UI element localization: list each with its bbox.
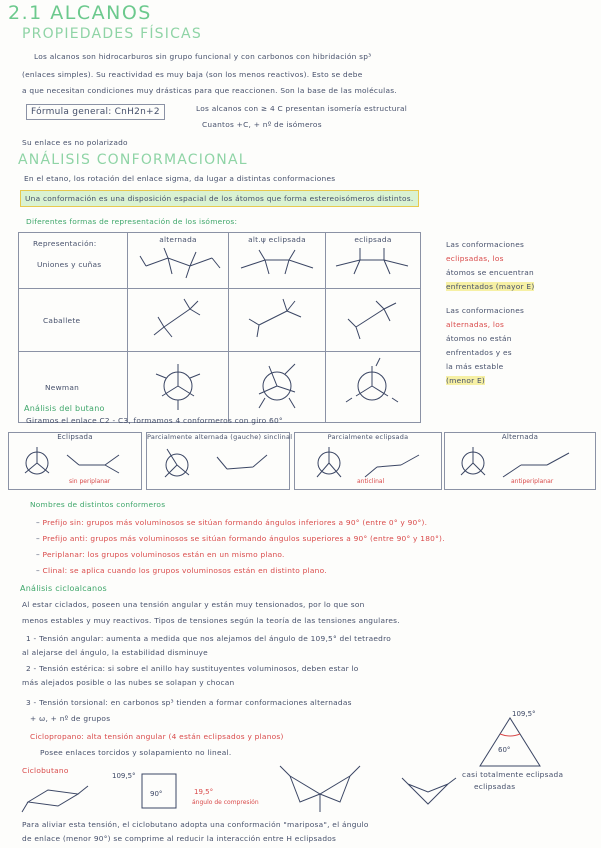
text-line: 1 - Tensión angular: aumenta a medida que nos alejamos del ángulo de 109,5° del tetraedro: [26, 634, 391, 643]
text-line: Los alcanos son hidrocarburos sin grupo funcional y con carbonos con hibridación sp³: [34, 52, 372, 61]
text-line: menos estables y muy reactivos. Tipos de tensiones según la teoría de las tensiones angulares.: [22, 616, 400, 625]
side-note: átomos se encuentran: [446, 268, 534, 277]
conformer-drawing: [9, 443, 139, 485]
conformer-drawing: [445, 443, 593, 485]
table-col-label: eclipsada: [354, 235, 392, 244]
wedge-dash-skew-drawing: [229, 244, 325, 284]
side-note: eclipsadas: [474, 782, 516, 791]
table-row-label: Caballete: [43, 315, 81, 325]
text-line: 3 - Tensión torsional: en carbonos sp³ tienden a formar conformaciones alternadas: [26, 698, 352, 707]
side-note: Las conformaciones: [446, 306, 525, 315]
list-item: – Prefijo anti: grupos más voluminosos se sitúan formando ángulos superiores a 90° (entre 90° y 180°).: [36, 534, 445, 543]
section-heading-analisis: ANÁLISIS CONFORMACIONAL: [18, 152, 248, 168]
svg-text:anticlinal: anticlinal: [357, 478, 385, 485]
cyclobutane-drawing: [18, 776, 98, 816]
sawhorse-skew-drawing: [229, 289, 325, 347]
cyclobutane-folded-drawing: [400, 770, 460, 814]
cyclobutane-angle-drawing: [112, 764, 262, 818]
text-line: Para aliviar esta tensión, el ciclobutano adopta una conformación "mariposa", el ángulo: [22, 820, 369, 829]
text-line: Cuantos +C, + nº de isómeros: [202, 120, 322, 129]
list-item: – Prefijo sin: grupos más voluminosos se sitúan formando ángulos inferiores a 90° (entre 0° y 90°).: [36, 518, 428, 527]
svg-text:109,5°: 109,5°: [112, 772, 136, 780]
text-line: más alejados posible o las nubes se solapan y chocan: [22, 678, 235, 687]
svg-text:90°: 90°: [150, 790, 163, 798]
text-line: al alejarse del ángulo, la estabilidad disminuye: [22, 648, 208, 657]
conformer-box: Parcialmente alternada (gauche) sinclinal: [146, 432, 290, 490]
list-item: – Periplanar: los grupos voluminosos están en un mismo plano.: [36, 550, 285, 559]
cyclopropane-angle-drawing: [470, 708, 550, 772]
side-note: eclipsadas, los: [446, 254, 504, 263]
svg-text:sin periplanar: sin periplanar: [69, 478, 111, 485]
conformer-drawing: [147, 443, 287, 485]
table-row-label: Uniones y cuñas: [37, 260, 102, 269]
newman-skew-drawing: [229, 352, 325, 418]
table-header-label: Representación:: [33, 239, 97, 248]
cyclobutane-label: Ciclobutano: [22, 766, 69, 775]
table-col-label: alt.ψ eclipsada: [248, 235, 306, 244]
text-line: En el etano, los rotación del enlace sigma, da lugar a distintas conformaciones: [24, 174, 336, 183]
definition-highlight: Una conformación es una disposición espacial de los átomos que forma estereoisómeros distintos.: [20, 190, 419, 207]
page-title: 2.1 ALCANOS: [8, 2, 152, 24]
svg-text:19,5°: 19,5°: [194, 788, 214, 796]
text-line: Ciclopropano: alta tensión angular (4 están eclipsados y planos): [30, 732, 284, 741]
wedge-dash-staggered-drawing: [128, 244, 228, 284]
side-note: la más estable: [446, 362, 504, 371]
svg-text:60°: 60°: [498, 746, 511, 754]
text-line: Los alcanos con ≥ 4 C presentan isomería estructural: [196, 104, 408, 113]
text-line: a que necesitan condiciones muy drásticas para que reaccionen. Son la base de las moléculas.: [22, 86, 397, 95]
conformer-box: Eclipsada sin periplanar: [8, 432, 142, 490]
text-line: + ω, + nº de grupos: [30, 714, 111, 723]
conformer-box: Alternada antiperiplanar: [444, 432, 596, 490]
table-row-label: Newman: [45, 382, 80, 392]
side-note: (menor E): [446, 376, 486, 385]
side-note: enfrentados y es: [446, 348, 512, 357]
sawhorse-staggered-drawing: [128, 289, 228, 347]
sawhorse-eclipsed-drawing: [326, 289, 420, 347]
section-heading-propiedades: PROPIEDADES FÍSICAS: [22, 26, 202, 42]
conformation-table: [18, 232, 421, 423]
text-line: (enlaces simples). Su reactividad es muy baja (son los menos reactivos). Esto se debe: [22, 70, 363, 79]
list-item: – Clinal: se aplica cuando los grupos voluminosos están en distinto plano.: [36, 566, 327, 575]
side-note: alternadas, los: [446, 320, 505, 329]
text-line: Giramos el enlace C2 - C3, formamos 4 conformeros con giro 60°: [26, 416, 283, 425]
subheading: Nombres de distintos conformeros: [30, 500, 166, 509]
wedge-dash-eclipsed-drawing: [326, 244, 420, 284]
newman-staggered-drawing: [128, 352, 228, 418]
subheading: Análisis del butano: [24, 404, 105, 413]
svg-text:ángulo de compresión: ángulo de compresión: [192, 799, 259, 806]
text-line: Al estar ciclados, poseen una tensión angular y están muy tensionados, por lo que son: [22, 600, 365, 609]
text-line: de enlace (menor 90°) se comprime al reducir la interacción entre H eclipsados: [22, 834, 337, 843]
svg-text:109,5°: 109,5°: [512, 710, 536, 718]
text-line: Posee enlaces torcidos y solapamiento no lineal.: [40, 748, 232, 757]
side-note: casi totalmente eclipsada: [462, 770, 564, 779]
side-note: átomos no están: [446, 334, 512, 343]
conformer-box: Parcialmente eclipsada anticlinal: [294, 432, 442, 490]
side-note: enfrentados (mayor E): [446, 282, 535, 291]
cyclobutane-butterfly-drawing: [270, 762, 370, 818]
table-col-label: alternada: [159, 235, 197, 244]
subheading: Análisis cicloalcanos: [20, 584, 107, 593]
side-note: Las conformaciones: [446, 240, 525, 249]
svg-text:antiperiplanar: antiperiplanar: [511, 478, 554, 485]
newman-eclipsed-drawing: [326, 352, 420, 418]
conformer-drawing: [295, 443, 439, 485]
text-line: Su enlace es no polarizado: [22, 138, 128, 147]
text-line: 2 - Tensión estérica: si sobre el anillo hay sustituyentes voluminosos, deben estar lo: [26, 664, 359, 673]
formula-box: Fórmula general: CnH2n+2: [26, 104, 165, 120]
subheading: Diferentes formas de representación de los isómeros:: [26, 217, 238, 226]
